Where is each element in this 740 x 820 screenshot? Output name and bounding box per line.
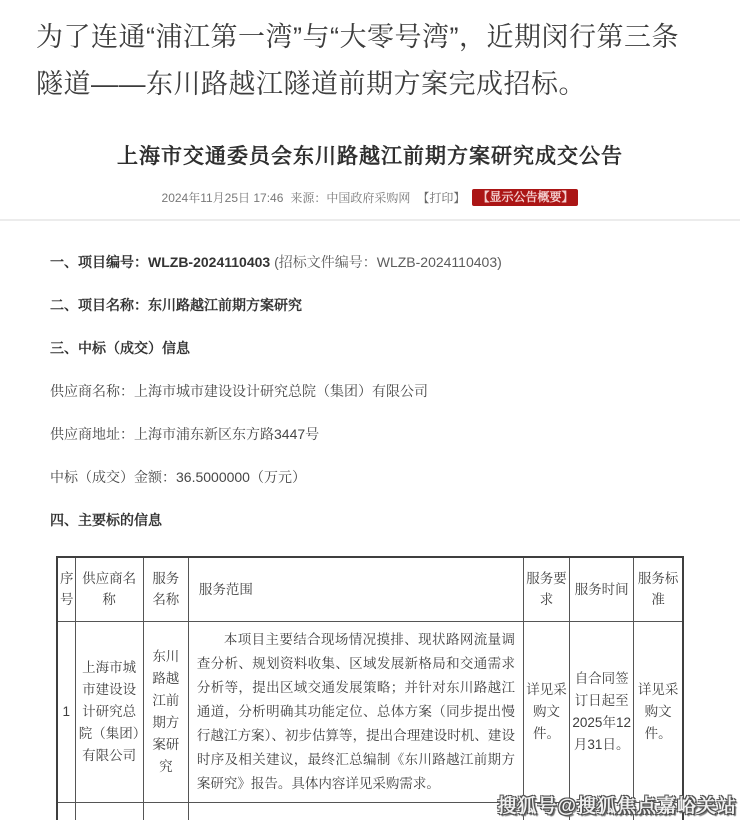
section-main-subject-heading: 四、主要标的信息: [50, 512, 162, 528]
supplier-name-line: 供应商名称：上海市城市建设设计研究总院（集团）有限公司: [50, 383, 428, 399]
announcement-title: 上海市交通委员会东川路越江前期方案研究成交公告: [117, 145, 623, 168]
cell-service-scope: 本项目主要结合现场情况摸排、现状路网流量调查分析、规划资料收集、区域发展新格局和交通需求分析等，提出区域交通发展策略；并针对东川路越江通道，分析明确其功能定位、总体方案（同步提出慢行越江方案）、初步估算等，提出合理建设时机、建设时序及相关建议，最终汇总编制《东川路越江前期方案研究》报告。具体内容详见采购需求。: [188, 621, 523, 802]
empty-cell: [188, 802, 523, 820]
announcement-body: [0, 221, 740, 820]
announcement-meta: [0, 189, 740, 206]
table-header-row: [57, 557, 683, 621]
table-row: [57, 621, 683, 802]
cell-supplier-name: 上海市城市建设设计研究总院（集团）有限公司: [75, 621, 143, 802]
empty-cell: [143, 802, 188, 820]
print-link[interactable]: 【打印】: [417, 191, 466, 205]
supplier-address-line: 供应商地址：上海市浦东新区东方路3447号: [50, 426, 320, 442]
header-service-standard: 服务标准: [634, 557, 683, 621]
article-intro: 为了连通“浦江第一湾”与“大零号湾”，近期闵行第三条隧道——东川路越江隧道前期方案完成招标。: [36, 22, 679, 99]
cell-seq-no: 1: [57, 621, 75, 802]
section-project-name: 二、项目名称：东川路越江前期方案研究: [50, 297, 302, 313]
header-service-scope: 服务范围: [188, 557, 523, 621]
sohu-watermark: 搜狐号@搜狐焦点嘉峪关站: [497, 796, 737, 817]
cell-service-requirement: 详见采购文件。: [523, 621, 569, 802]
main-subject-table: [56, 556, 684, 820]
header-seq-no: 序号: [57, 557, 75, 621]
cell-service-time: 自合同签订日起至2025年12月31日。: [570, 621, 634, 802]
empty-cell: [75, 802, 143, 820]
source-text: 来源：中国政府采购网: [290, 191, 411, 205]
publish-datetime: 2024年11月25日 17:46: [161, 191, 284, 205]
empty-cell: [57, 802, 75, 820]
header-service-requirement: 服务要求: [523, 557, 569, 621]
section-award-info-heading: 三、中标（成交）信息: [50, 340, 190, 356]
header-service-name: 服务名称: [143, 557, 188, 621]
header-service-time: 服务时间: [570, 557, 634, 621]
show-summary-badge[interactable]: 【显示公告概要】: [472, 189, 578, 206]
cell-service-name: 东川路越江前期方案研究: [143, 621, 188, 802]
project-number-label: 一、项目编号：WLZB-2024110403: [50, 254, 271, 270]
tender-doc-number-note: (招标文件编号：WLZB-2024110403): [274, 254, 502, 270]
header-supplier-name: 供应商名称: [75, 557, 143, 621]
award-amount-line: 中标（成交）金额：36.5000000（万元）: [50, 469, 306, 485]
cell-service-standard: 详见采购文件。: [634, 621, 683, 802]
section-project-number: [50, 255, 690, 270]
